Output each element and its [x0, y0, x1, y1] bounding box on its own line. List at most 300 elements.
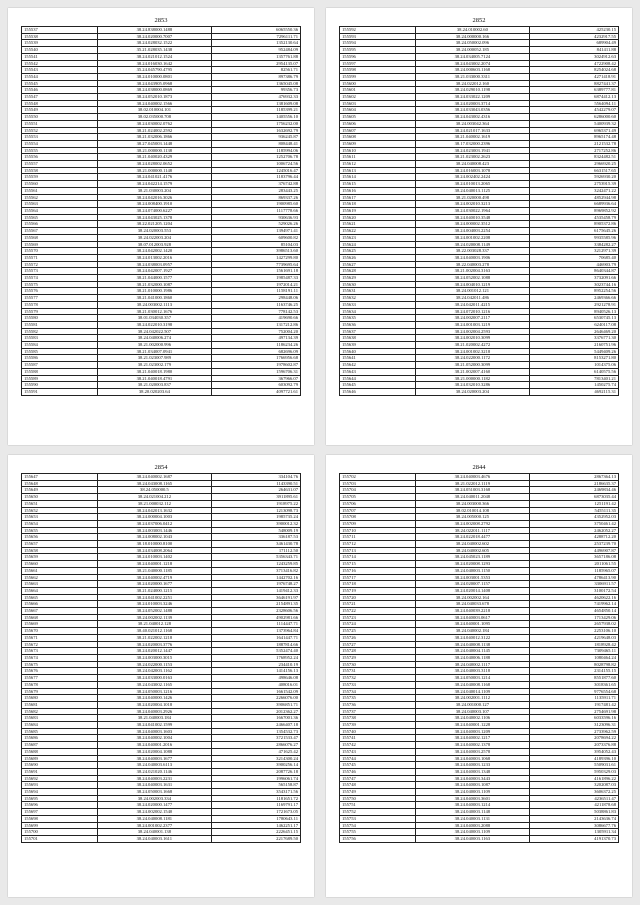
- row-id-cell: 155562: [22, 194, 98, 201]
- row-value-cell: 476932.33: [211, 94, 300, 101]
- table-row: [340, 601, 619, 608]
- row-code-cell: 38.24.020007.1157: [416, 581, 529, 588]
- row-code-cell: 38.24.003003.1446: [98, 527, 211, 534]
- row-code-cell: 38.21.040018.1980: [98, 368, 211, 375]
- row-value-cell: 334104.76: [211, 474, 300, 481]
- row-value-cell: 1354532.73: [211, 728, 300, 735]
- row-value-cell: 1900985.60: [211, 201, 300, 208]
- row-value-cell: 4352952.03: [529, 514, 618, 521]
- row-value-cell: 298448.06: [211, 295, 300, 302]
- row-value-cell: 1135911.71: [529, 695, 618, 702]
- row-code-cell: 38.24.010002.60: [416, 27, 529, 34]
- data-table: [21, 473, 301, 843]
- row-code-cell: 38.24.002002.1540: [98, 809, 211, 816]
- row-code-cell: 38.24.021017.1633: [416, 127, 529, 134]
- table-row: [22, 594, 301, 601]
- page-title: 2852: [472, 17, 486, 24]
- row-code-cell: 38.24.001012.121: [416, 288, 529, 295]
- row-id-cell: 155576: [22, 288, 98, 295]
- row-id-cell: 155737: [340, 708, 416, 715]
- row-id-cell: 155543: [22, 67, 98, 74]
- table-row: [22, 628, 301, 635]
- row-value-cell: 2717252.86: [529, 147, 618, 154]
- row-code-cell: 38.21.020003.837: [98, 382, 211, 389]
- row-id-cell: 155668: [22, 614, 98, 621]
- table-row: [22, 207, 301, 214]
- row-value-cell: 3018361.65: [529, 681, 618, 688]
- row-code-cell: 38.24.040003.6113: [98, 762, 211, 769]
- row-id-cell: 155689: [22, 755, 98, 762]
- row-code-cell: 38.24.040001.2016: [98, 742, 211, 749]
- row-value-cell: 3376771.30: [529, 335, 618, 342]
- row-id-cell: 155743: [340, 748, 416, 755]
- table-row: [22, 355, 301, 362]
- row-code-cell: 38.24.051003.3168: [416, 487, 529, 494]
- table-row: [340, 228, 619, 235]
- table-row: [340, 728, 619, 735]
- row-value-cell: 1158191.11: [211, 288, 300, 295]
- row-code-cell: 38.24.040008.1168: [416, 681, 529, 688]
- row-code-cell: 38.21.022002.1218: [98, 634, 211, 641]
- row-value-cell: 1561691.18: [211, 268, 300, 275]
- table-row: [340, 120, 619, 127]
- row-value-cell: 471625.42: [211, 748, 300, 755]
- row-id-cell: 155578: [22, 301, 98, 308]
- row-value-cell: 2753915.39: [529, 181, 618, 188]
- row-value-cell: 1143390.51: [211, 480, 300, 487]
- row-id-cell: 155652: [22, 507, 98, 514]
- row-value-cell: 70685.40: [529, 254, 618, 261]
- row-value-cell: 7296111.71: [211, 33, 300, 40]
- row-value-cell: 6874412.13: [529, 94, 618, 101]
- row-id-cell: 155731: [340, 668, 416, 675]
- row-code-cell: 38.24.037006.0412: [98, 520, 211, 527]
- table-row: [22, 382, 301, 389]
- row-id-cell: 155627: [340, 261, 416, 268]
- row-value-cell: 4535458.79: [529, 214, 618, 221]
- table-row: [22, 527, 301, 534]
- row-code-cell: 38.24.042016.3026: [98, 194, 211, 201]
- table-row: [340, 167, 619, 174]
- row-id-cell: 155721: [340, 601, 416, 608]
- row-code-cell: 38.24.050003.1668: [98, 789, 211, 796]
- row-value-cell: 1667001.36: [211, 715, 300, 722]
- row-id-cell: 155609: [340, 140, 416, 147]
- row-value-cell: 3024912.63: [529, 53, 618, 60]
- table-row: [22, 33, 301, 40]
- row-id-cell: 155746: [340, 768, 416, 775]
- row-code-cell: 38.24.040003.107: [416, 708, 529, 715]
- table-row: [340, 628, 619, 635]
- table-row: [340, 782, 619, 789]
- row-code-cell: 38.21.040000.1185: [98, 567, 211, 574]
- row-code-cell: 38.02.010004.101: [98, 107, 211, 114]
- row-value-cell: 2966920.25: [529, 161, 618, 168]
- row-id-cell: 155676: [22, 668, 98, 675]
- row-value-cell: 498646.08: [211, 675, 300, 682]
- table-row: [340, 802, 619, 809]
- table-row: [340, 474, 619, 481]
- row-id-cell: 155590: [22, 382, 98, 389]
- page-2854: [8, 455, 314, 897]
- row-code-cell: 38.21.023002.179: [98, 362, 211, 369]
- row-code-cell: 38.24.022000.1172: [416, 355, 529, 362]
- table-row: [340, 815, 619, 822]
- row-value-cell: 869337.26: [211, 194, 300, 201]
- row-code-cell: 38.24.041002.1599: [98, 722, 211, 729]
- row-value-cell: 6065550.36: [211, 27, 300, 34]
- row-code-cell: 38.24.040003.1348: [416, 768, 529, 775]
- table-row: [340, 520, 619, 527]
- row-value-cell: 5950329.03: [529, 768, 618, 775]
- row-id-cell: 155745: [340, 762, 416, 769]
- row-code-cell: 38.24.042214.1579: [98, 181, 211, 188]
- row-code-cell: 38.24.040002.1117: [416, 661, 529, 668]
- row-value-cell: 1251191.42: [529, 500, 618, 507]
- row-id-cell: 155753: [340, 815, 416, 822]
- row-code-cell: 38.01.034030.357: [98, 315, 211, 322]
- table-row: [340, 735, 619, 742]
- table-row: [22, 768, 301, 775]
- row-code-cell: 38.24.000000.166: [416, 33, 529, 40]
- row-value-cell: 1972014.21: [211, 281, 300, 288]
- table-row: [22, 261, 301, 268]
- row-value-cell: 3713416.82: [211, 567, 300, 574]
- row-id-cell: 155706: [340, 500, 416, 507]
- row-code-cell: 38.24.003001.5353: [416, 574, 529, 581]
- row-code-cell: 38.24.020004.1088: [98, 748, 211, 755]
- row-id-cell: 155662: [22, 574, 98, 581]
- row-value-cell: 2921278.91: [529, 301, 618, 308]
- row-id-cell: 155703: [340, 480, 416, 487]
- row-code-cell: 38.24.040006.1188: [416, 654, 529, 661]
- row-value-cell: 2866076.27: [211, 742, 300, 749]
- row-code-cell: 38.24.040002.1004: [98, 735, 211, 742]
- table-row: [22, 608, 301, 615]
- row-value-cell: 85104.03: [211, 241, 300, 248]
- row-code-cell: 38.24.005000.125: [416, 514, 529, 521]
- row-value-cell: 6530745.13: [529, 315, 618, 322]
- table-row: [340, 648, 619, 655]
- row-id-cell: 155619: [340, 207, 416, 214]
- row-id-cell: 155747: [340, 775, 416, 782]
- row-code-cell: 38.24.002010.3099: [416, 335, 529, 342]
- row-value-cell: 425230.15: [529, 27, 618, 34]
- row-code-cell: 38.24.040003.1131: [416, 815, 529, 822]
- table-row: [340, 114, 619, 121]
- row-code-cell: 38.24.022000.1153: [98, 661, 211, 668]
- row-id-cell: 155584: [22, 342, 98, 349]
- row-id-cell: 155698: [22, 815, 98, 822]
- row-code-cell: 38.24.002007.2117: [416, 315, 529, 322]
- row-id-cell: 155748: [340, 782, 416, 789]
- table-row: [340, 494, 619, 501]
- table-row: [340, 27, 619, 34]
- table-row: [22, 541, 301, 548]
- row-code-cell: 38.24.045023.1189: [416, 554, 529, 561]
- row-id-cell: 155550: [22, 114, 98, 121]
- table-row: [22, 228, 301, 235]
- row-code-cell: 38.24.040002.605: [416, 547, 529, 554]
- row-value-cell: 1213098.73: [211, 507, 300, 514]
- table-row: [22, 514, 301, 521]
- row-value-cell: 3954052.43: [529, 748, 618, 755]
- row-id-cell: 155699: [22, 822, 98, 829]
- row-code-cell: 38.24.040004.1145: [416, 648, 529, 655]
- row-id-cell: 155678: [22, 681, 98, 688]
- row-code-cell: 38.24.002402.2424: [416, 174, 529, 181]
- row-id-cell: 155670: [22, 628, 98, 635]
- row-id-cell: 155622: [340, 228, 416, 235]
- table-row: [340, 661, 619, 668]
- row-value-cell: 603092.79: [211, 382, 300, 389]
- row-code-cell: 38.24.040033.678: [416, 601, 529, 608]
- row-code-cell: 38.21.052000.3099: [416, 362, 529, 369]
- table-row: [340, 541, 619, 548]
- table-row: [22, 474, 301, 481]
- table-row: [22, 809, 301, 816]
- row-value-cell: 1917481.42: [529, 701, 618, 708]
- row-id-cell: 155549: [22, 107, 98, 114]
- row-id-cell: 155697: [22, 809, 98, 816]
- row-value-cell: 1185994.06: [211, 147, 300, 154]
- row-value-cell: 778142.53: [211, 308, 300, 315]
- row-code-cell: 38.24.003042.364: [416, 120, 529, 127]
- table-row: [340, 829, 619, 836]
- row-value-cell: 3732091.66: [529, 275, 618, 282]
- row-code-cell: 38.24.043002.2074: [416, 60, 529, 67]
- row-value-cell: 1442702.16: [211, 574, 300, 581]
- row-code-cell: 38.24.040003.1087: [416, 782, 529, 789]
- row-id-cell: 155593: [340, 33, 416, 40]
- table-row: [22, 288, 301, 295]
- row-id-cell: 155752: [340, 809, 416, 816]
- row-code-cell: 38.24.004003.2254: [416, 228, 529, 235]
- row-value-cell: 1427299.80: [211, 254, 300, 261]
- row-id-cell: 155554: [22, 140, 98, 147]
- table-row: [340, 567, 619, 574]
- row-id-cell: 155580: [22, 315, 98, 322]
- row-code-cell: 38.22.003028.337: [416, 248, 529, 255]
- row-id-cell: 155717: [340, 574, 416, 581]
- row-value-cell: 1169791.17: [211, 802, 300, 809]
- row-code-cell: 38.20.020203.64: [98, 388, 211, 395]
- row-id-cell: 155610: [340, 147, 416, 154]
- row-id-cell: 155596: [340, 53, 416, 60]
- table-row: [340, 755, 619, 762]
- row-value-cell: 3086677.76: [529, 822, 618, 829]
- row-id-cell: 155618: [340, 201, 416, 208]
- row-code-cell: 38.21.000000.1182: [416, 375, 529, 382]
- table-row: [340, 681, 619, 688]
- row-value-cell: 6286000.60: [529, 114, 618, 121]
- row-value-cell: 4232917.55: [529, 33, 618, 40]
- row-code-cell: 38.24.043002.4316: [416, 114, 529, 121]
- row-id-cell: 155557: [22, 161, 98, 168]
- table-row: [22, 668, 301, 675]
- table-row: [22, 641, 301, 648]
- row-value-cell: 446903.79: [529, 261, 618, 268]
- row-value-cell: 8254024.68: [529, 67, 618, 74]
- table-row: [340, 335, 619, 342]
- row-code-cell: 38.24.040003.1163: [416, 835, 529, 842]
- row-code-cell: 38.27.045003.1448: [98, 140, 211, 147]
- row-code-cell: 38.24.029010.1198: [416, 87, 529, 94]
- row-code-cell: 38.24.003000.3015: [98, 654, 211, 661]
- row-id-cell: 155571: [22, 254, 98, 261]
- row-code-cell: 38.24.020008.1149: [416, 241, 529, 248]
- row-value-cell: 1365045.08: [211, 80, 300, 87]
- row-id-cell: 155675: [22, 661, 98, 668]
- row-code-cell: 38.24.022011.1117: [416, 527, 529, 534]
- row-id-cell: 155592: [340, 27, 416, 34]
- row-code-cell: 35.24.045790.4795: [98, 67, 211, 74]
- row-value-cell: 5356343.71: [211, 554, 300, 561]
- row-code-cell: 38.21.002007.4160: [416, 368, 529, 375]
- table-row: [340, 94, 619, 101]
- row-id-cell: 155681: [22, 701, 98, 708]
- table-row: [340, 614, 619, 621]
- row-value-cell: 1414156.13: [211, 668, 300, 675]
- table-row: [340, 654, 619, 661]
- row-value-cell: 6033596.16: [529, 715, 618, 722]
- row-id-cell: 155694: [22, 789, 98, 796]
- row-id-cell: 155658: [22, 547, 98, 554]
- table-row: [340, 187, 619, 194]
- row-id-cell: 155716: [340, 567, 416, 574]
- table-row: [340, 835, 619, 842]
- row-value-cell: 8640344.87: [529, 268, 618, 275]
- row-code-cell: 38.21.030003.204: [98, 187, 211, 194]
- row-id-cell: 155691: [22, 768, 98, 775]
- row-id-cell: 155649: [22, 487, 98, 494]
- table-row: [340, 348, 619, 355]
- row-id-cell: 155749: [340, 789, 416, 796]
- row-code-cell: 38.24.008400.1910: [98, 201, 211, 208]
- row-id-cell: 155555: [22, 147, 98, 154]
- row-id-cell: 155594: [340, 40, 416, 47]
- table-row: [22, 480, 301, 487]
- table-row: [22, 295, 301, 302]
- row-code-cell: 38.24.020008.1293: [416, 561, 529, 568]
- row-id-cell: 155643: [340, 368, 416, 375]
- table-row: [340, 154, 619, 161]
- row-value-cell: 4852944.98: [529, 194, 618, 201]
- table-row: [340, 514, 619, 521]
- row-value-cell: 3212971.39: [529, 248, 618, 255]
- row-code-cell: 38.24.010003.3246: [98, 601, 211, 608]
- row-id-cell: 155626: [340, 254, 416, 261]
- row-id-cell: 155595: [340, 47, 416, 54]
- row-code-cell: 38.24.040002.1566: [98, 100, 211, 107]
- table-row: [340, 742, 619, 749]
- row-code-cell: 38.24.040000.1426: [98, 695, 211, 702]
- table-row: [22, 815, 301, 822]
- row-code-cell: 38.24.004010.1219: [416, 281, 529, 288]
- row-value-cell: 4786413.90: [529, 574, 618, 581]
- row-value-cell: 3123096.31: [529, 722, 618, 729]
- row-value-cell: 3100172.54: [529, 587, 618, 594]
- table-row: [340, 281, 619, 288]
- table-row: [340, 80, 619, 87]
- row-id-cell: 155734: [340, 688, 416, 695]
- table-row: [340, 368, 619, 375]
- row-id-cell: 155645: [340, 382, 416, 389]
- table-row: [22, 47, 301, 54]
- row-value-cell: 5038861.83: [529, 809, 618, 816]
- row-code-cell: 38.24.040003.1068: [416, 755, 529, 762]
- table-row: [22, 368, 301, 375]
- row-code-cell: 38.24.002002.1139: [98, 614, 211, 621]
- table-row: [22, 494, 301, 501]
- table-row: [340, 321, 619, 328]
- row-id-cell: 155679: [22, 688, 98, 695]
- table-row: [340, 768, 619, 775]
- row-id-cell: 155579: [22, 308, 98, 315]
- row-value-cell: 6389777.81: [529, 87, 618, 94]
- table-row: [340, 248, 619, 255]
- row-id-cell: 155646: [340, 388, 416, 395]
- row-code-cell: 38.24.040003.1233: [416, 762, 529, 769]
- row-id-cell: 155573: [22, 268, 98, 275]
- row-id-cell: 155539: [22, 40, 98, 47]
- row-value-cell: 5455111.35: [529, 507, 618, 514]
- row-value-cell: 936245.87: [211, 134, 300, 141]
- row-code-cell: 38.24.002001.1112: [416, 695, 529, 702]
- table-row: [22, 614, 301, 621]
- data-table: [339, 473, 619, 843]
- row-code-cell: 38.21.024002.2592: [98, 127, 211, 134]
- row-value-cell: 2226451.15: [211, 829, 300, 836]
- table-row: [340, 161, 619, 168]
- row-id-cell: 155651: [22, 500, 98, 507]
- row-code-cell: 38.24.020003.553: [98, 228, 211, 235]
- row-value-cell: 1766956.68: [211, 355, 300, 362]
- row-id-cell: 155591: [22, 388, 98, 395]
- row-id-cell: 155667: [22, 608, 98, 615]
- row-id-cell: 155755: [340, 829, 416, 836]
- table-row: [22, 648, 301, 655]
- table-row: [340, 53, 619, 60]
- row-code-cell: 38.24.040003.2578: [416, 748, 529, 755]
- row-value-cell: 7813401.21: [529, 375, 618, 382]
- table-row: [22, 520, 301, 527]
- row-code-cell: 38.24.040002.1687: [98, 474, 211, 481]
- row-value-cell: 1780643.11: [211, 815, 300, 822]
- table-row: [22, 201, 301, 208]
- table-row: [22, 281, 301, 288]
- table-row: [22, 715, 301, 722]
- row-code-cell: 38.24.000004.1003: [98, 514, 211, 521]
- row-id-cell: 155559: [22, 174, 98, 181]
- row-code-cell: 38.24.003000.366: [416, 500, 529, 507]
- table-row: [340, 295, 619, 302]
- row-code-cell: 38.24.022010.3198: [98, 321, 211, 328]
- row-value-cell: 99356.73: [211, 87, 300, 94]
- row-code-cell: 38.24.040039.2218: [416, 608, 529, 615]
- row-value-cell: 3646191.97: [211, 594, 300, 601]
- row-value-cell: 1985487.33: [211, 275, 300, 282]
- page-2853: [8, 8, 314, 445]
- row-value-cell: 682696.09: [211, 348, 300, 355]
- row-id-cell: 155738: [340, 715, 416, 722]
- row-id-cell: 155756: [340, 835, 416, 842]
- table-row: [22, 321, 301, 328]
- table-row: [22, 722, 301, 729]
- row-value-cell: 3023744.16: [529, 281, 618, 288]
- row-value-cell: 930636.93: [211, 214, 300, 221]
- row-value-cell: 565158.87: [211, 782, 300, 789]
